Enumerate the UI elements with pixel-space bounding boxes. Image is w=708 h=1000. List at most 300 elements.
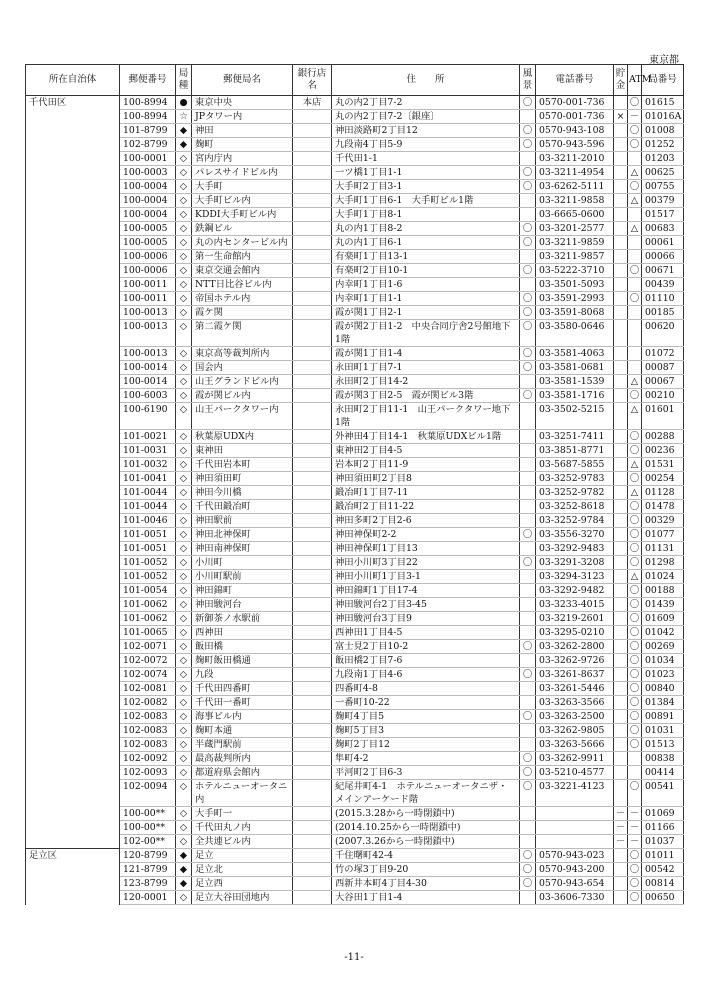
cell-office-number: 00288 <box>642 430 684 444</box>
cell-scenic-stamp <box>520 626 536 640</box>
cell-address: 西神田1丁目4-5 <box>332 626 520 640</box>
cell-atm: 〇 <box>628 292 642 306</box>
cell-office-number: 01601 <box>642 403 684 430</box>
cell-phone: 03-3233-4015 <box>536 598 614 612</box>
cell-atm: － <box>628 835 642 849</box>
cell-savings <box>614 444 628 458</box>
cell-office-number: 01439 <box>642 598 684 612</box>
table-row <box>26 542 684 556</box>
cell-municipality <box>26 110 120 124</box>
cell-phone: 03-3219-2601 <box>536 612 614 626</box>
cell-municipality <box>26 194 120 208</box>
cell-atm <box>628 347 642 361</box>
cell-postal-code: 100-00** <box>120 821 176 835</box>
cell-phone: 0570-943-200 <box>536 863 614 877</box>
table-row <box>26 361 684 375</box>
cell-office-type: ◇ <box>176 486 192 500</box>
cell-scenic-stamp <box>520 194 536 208</box>
cell-office-type: ◇ <box>176 584 192 598</box>
cell-atm <box>628 320 642 347</box>
cell-scenic-stamp: 〇 <box>520 361 536 375</box>
cell-scenic-stamp <box>520 738 536 752</box>
cell-municipality <box>26 807 120 821</box>
cell-municipality <box>26 766 120 780</box>
cell-office-name: 霞ケ関 <box>192 306 293 320</box>
cell-atm: 〇 <box>628 500 642 514</box>
cell-phone: 03-3211-9857 <box>536 250 614 264</box>
cell-bank-branch <box>293 766 332 780</box>
cell-savings <box>614 640 628 654</box>
cell-savings <box>614 194 628 208</box>
cell-address: 紀尾井町4-1 ホテルニューオータニザ・メインアーケード階 <box>332 780 520 807</box>
cell-savings <box>614 682 628 696</box>
header-phone: 電話番号 <box>536 65 614 96</box>
cell-phone: 03-3251-7411 <box>536 430 614 444</box>
cell-office-name: 足立西 <box>192 877 293 891</box>
cell-municipality <box>26 180 120 194</box>
cell-municipality <box>26 320 120 347</box>
cell-bank-branch: 本店 <box>293 96 332 110</box>
cell-municipality <box>26 444 120 458</box>
cell-bank-branch <box>293 124 332 138</box>
cell-bank-branch <box>293 542 332 556</box>
cell-phone <box>536 807 614 821</box>
prefecture-label: 東京都 <box>649 55 679 66</box>
cell-phone: 03-3211-2010 <box>536 152 614 166</box>
cell-office-type: ◇ <box>176 403 192 430</box>
cell-bank-branch <box>293 180 332 194</box>
cell-office-number: 00671 <box>642 264 684 278</box>
cell-savings <box>614 696 628 710</box>
cell-office-type: ◇ <box>176 654 192 668</box>
cell-municipality <box>26 138 120 152</box>
cell-phone: 03-6262-5111 <box>536 180 614 194</box>
cell-address: 神田淡路町2丁目12 <box>332 124 520 138</box>
table-row <box>26 124 684 138</box>
cell-municipality <box>26 222 120 236</box>
cell-phone: 03-3501-5093 <box>536 278 614 292</box>
cell-bank-branch <box>293 472 332 486</box>
cell-office-type: ◇ <box>176 528 192 542</box>
cell-phone: 03-3261-8637 <box>536 668 614 682</box>
cell-postal-code: 101-0065 <box>120 626 176 640</box>
cell-address: 神田小川町1丁目3-1 <box>332 570 520 584</box>
cell-postal-code: 101-0046 <box>120 514 176 528</box>
cell-municipality <box>26 710 120 724</box>
cell-scenic-stamp: 〇 <box>520 556 536 570</box>
cell-office-name: 第二霞ケ関 <box>192 320 293 347</box>
cell-scenic-stamp: 〇 <box>520 863 536 877</box>
cell-office-type: ◇ <box>176 152 192 166</box>
cell-municipality <box>26 612 120 626</box>
post-office-table <box>25 64 684 905</box>
cell-atm: 〇 <box>628 124 642 138</box>
cell-office-name: 神田錦町 <box>192 584 293 598</box>
header-office-no: 局番号 <box>642 65 684 96</box>
table-row <box>26 835 684 849</box>
header-bank: 銀行店名 <box>293 65 332 96</box>
cell-address: 千代田1-1 <box>332 152 520 166</box>
table-row <box>26 682 684 696</box>
cell-scenic-stamp <box>520 570 536 584</box>
cell-savings <box>614 626 628 640</box>
cell-office-number: 01615 <box>642 96 684 110</box>
cell-postal-code: 100-0005 <box>120 222 176 236</box>
cell-savings <box>614 180 628 194</box>
cell-phone: 03-3263-2500 <box>536 710 614 724</box>
cell-office-number: 01034 <box>642 654 684 668</box>
table-row <box>26 389 684 403</box>
cell-office-name: 飯田橋 <box>192 640 293 654</box>
cell-atm <box>628 766 642 780</box>
cell-scenic-stamp <box>520 375 536 389</box>
cell-address: 大手町1丁目8-1 <box>332 208 520 222</box>
cell-bank-branch <box>293 320 332 347</box>
cell-office-number: 01513 <box>642 738 684 752</box>
cell-atm <box>628 208 642 222</box>
cell-savings <box>614 877 628 891</box>
cell-bank-branch <box>293 570 332 584</box>
cell-office-type: ◇ <box>176 668 192 682</box>
cell-phone: 03-3261-5446 <box>536 682 614 696</box>
cell-municipality <box>26 752 120 766</box>
cell-office-number: 01131 <box>642 542 684 556</box>
cell-address: 霞が関3丁目2-5 霞が関ビル3階 <box>332 389 520 403</box>
cell-office-type: ◇ <box>176 821 192 835</box>
cell-office-type: ◇ <box>176 542 192 556</box>
cell-postal-code: 121-8799 <box>120 863 176 877</box>
cell-savings <box>614 584 628 598</box>
cell-savings <box>614 320 628 347</box>
cell-office-type: ◇ <box>176 347 192 361</box>
cell-atm <box>628 752 642 766</box>
cell-savings <box>614 138 628 152</box>
cell-address: 丸の内1丁目8-2 <box>332 222 520 236</box>
table-row <box>26 877 684 891</box>
cell-office-type: ◇ <box>176 612 192 626</box>
cell-municipality <box>26 877 120 891</box>
cell-municipality <box>26 208 120 222</box>
cell-scenic-stamp: 〇 <box>520 849 536 863</box>
cell-office-name: 神田駅前 <box>192 514 293 528</box>
table-row <box>26 472 684 486</box>
cell-office-type: ◇ <box>176 306 192 320</box>
table-row <box>26 752 684 766</box>
cell-savings <box>614 780 628 807</box>
cell-savings <box>614 222 628 236</box>
cell-office-number: 00814 <box>642 877 684 891</box>
table-row <box>26 626 684 640</box>
table-row <box>26 514 684 528</box>
cell-bank-branch <box>293 668 332 682</box>
cell-bank-branch <box>293 458 332 472</box>
cell-bank-branch <box>293 306 332 320</box>
table-header-row <box>26 65 684 96</box>
cell-bank-branch <box>293 584 332 598</box>
cell-atm: 〇 <box>628 668 642 682</box>
cell-phone: 03-3211-9858 <box>536 194 614 208</box>
cell-municipality <box>26 528 120 542</box>
cell-savings <box>614 403 628 430</box>
cell-bank-branch <box>293 375 332 389</box>
cell-municipality <box>26 584 120 598</box>
cell-municipality <box>26 264 120 278</box>
cell-postal-code: 102-0081 <box>120 682 176 696</box>
cell-phone: 03-3252-8618 <box>536 500 614 514</box>
cell-bank-branch <box>293 738 332 752</box>
cell-savings <box>614 166 628 180</box>
cell-phone: 0570-943-023 <box>536 849 614 863</box>
cell-office-number: 01384 <box>642 696 684 710</box>
cell-municipality <box>26 278 120 292</box>
table-row <box>26 584 684 598</box>
cell-office-type: ◇ <box>176 194 192 208</box>
cell-scenic-stamp <box>520 891 536 905</box>
cell-office-name: 麹町 <box>192 138 293 152</box>
cell-bank-branch <box>293 612 332 626</box>
cell-bank-branch <box>293 486 332 500</box>
cell-office-type: ◇ <box>176 236 192 250</box>
cell-atm: 〇 <box>628 654 642 668</box>
cell-phone: 03-3292-9483 <box>536 542 614 556</box>
table-row <box>26 403 684 430</box>
cell-postal-code: 100-0006 <box>120 250 176 264</box>
cell-office-name: 千代田鍛冶町 <box>192 500 293 514</box>
cell-municipality <box>26 570 120 584</box>
cell-municipality <box>26 640 120 654</box>
cell-municipality <box>26 542 120 556</box>
cell-office-type: ◇ <box>176 626 192 640</box>
cell-office-type: ◇ <box>176 180 192 194</box>
cell-office-type: ◇ <box>176 389 192 403</box>
cell-postal-code: 101-0052 <box>120 556 176 570</box>
cell-bank-branch <box>293 500 332 514</box>
cell-scenic-stamp <box>520 682 536 696</box>
cell-scenic-stamp: 〇 <box>520 528 536 542</box>
table-row <box>26 612 684 626</box>
cell-savings <box>614 375 628 389</box>
cell-office-number: 01024 <box>642 570 684 584</box>
cell-postal-code: 100-0005 <box>120 236 176 250</box>
cell-office-number: 00236 <box>642 444 684 458</box>
cell-savings <box>614 724 628 738</box>
cell-phone: 03-5210-4577 <box>536 766 614 780</box>
cell-office-number: 01531 <box>642 458 684 472</box>
cell-office-name: 神田北神保町 <box>192 528 293 542</box>
cell-office-type: ◇ <box>176 361 192 375</box>
cell-office-type: ◇ <box>176 710 192 724</box>
cell-postal-code: 101-0044 <box>120 486 176 500</box>
cell-office-number: 00061 <box>642 236 684 250</box>
cell-savings: × <box>614 110 628 124</box>
cell-phone: 0570-001-736 <box>536 96 614 110</box>
cell-postal-code: 100-0006 <box>120 264 176 278</box>
cell-atm: △ <box>628 458 642 472</box>
cell-savings <box>614 124 628 138</box>
cell-municipality <box>26 236 120 250</box>
cell-address: 神田駿河台2丁目3-45 <box>332 598 520 612</box>
cell-office-name: 小川町 <box>192 556 293 570</box>
cell-atm: 〇 <box>628 891 642 905</box>
cell-postal-code: 101-0062 <box>120 612 176 626</box>
cell-savings <box>614 389 628 403</box>
cell-office-name: 東京中央 <box>192 96 293 110</box>
cell-postal-code: 100-00** <box>120 807 176 821</box>
table-row <box>26 891 684 905</box>
cell-savings <box>614 430 628 444</box>
table-row <box>26 738 684 752</box>
cell-savings <box>614 472 628 486</box>
cell-bank-branch <box>293 710 332 724</box>
cell-office-type: ◇ <box>176 222 192 236</box>
cell-office-number: 01008 <box>642 124 684 138</box>
cell-savings <box>614 208 628 222</box>
cell-phone: 03-6665-0600 <box>536 208 614 222</box>
cell-office-type: ◇ <box>176 375 192 389</box>
cell-phone: 03-3211-4954 <box>536 166 614 180</box>
cell-office-type: ◇ <box>176 570 192 584</box>
cell-office-name: 都道府県会館内 <box>192 766 293 780</box>
cell-office-number: 01016A <box>642 110 684 124</box>
cell-office-number: 01298 <box>642 556 684 570</box>
cell-office-name: 麹町本通 <box>192 724 293 738</box>
cell-address: 竹の塚3丁目9-20 <box>332 863 520 877</box>
cell-savings: － <box>614 807 628 821</box>
cell-phone: 03-3221-4123 <box>536 780 614 807</box>
cell-savings <box>614 556 628 570</box>
cell-office-name: 山王グランドビル内 <box>192 375 293 389</box>
cell-address: 丸の内2丁目7-2〔銀座〕 <box>332 110 520 124</box>
cell-municipality <box>26 403 120 430</box>
cell-atm: 〇 <box>628 724 642 738</box>
cell-phone: 03-3262-9911 <box>536 752 614 766</box>
cell-office-number: 00379 <box>642 194 684 208</box>
cell-office-number: 00683 <box>642 222 684 236</box>
cell-municipality <box>26 361 120 375</box>
cell-office-name: JPタワー内 <box>192 110 293 124</box>
cell-address: 九段南1丁目4-6 <box>332 668 520 682</box>
cell-office-number: 00755 <box>642 180 684 194</box>
cell-atm: 〇 <box>628 138 642 152</box>
cell-office-name: 第一生命館内 <box>192 250 293 264</box>
cell-municipality <box>26 821 120 835</box>
cell-scenic-stamp: 〇 <box>520 166 536 180</box>
cell-bank-branch <box>293 389 332 403</box>
cell-address: 岩本町2丁目11-9 <box>332 458 520 472</box>
cell-office-number: 01609 <box>642 612 684 626</box>
cell-atm: 〇 <box>628 542 642 556</box>
cell-savings <box>614 96 628 110</box>
cell-phone: 0570-001-736 <box>536 110 614 124</box>
cell-address: 有楽町1丁目13-1 <box>332 250 520 264</box>
table-row <box>26 250 684 264</box>
cell-atm: △ <box>628 375 642 389</box>
cell-office-number: 00891 <box>642 710 684 724</box>
cell-atm: 〇 <box>628 180 642 194</box>
cell-phone: 03-3502-5215 <box>536 403 614 430</box>
table-row <box>26 264 684 278</box>
cell-postal-code: 102-0083 <box>120 710 176 724</box>
cell-phone: 0570-943-596 <box>536 138 614 152</box>
cell-postal-code: 101-8799 <box>120 124 176 138</box>
table-row <box>26 458 684 472</box>
cell-address: 神田神保町2-2 <box>332 528 520 542</box>
cell-atm <box>628 361 642 375</box>
cell-address: 九段南4丁目5-9 <box>332 138 520 152</box>
cell-bank-branch <box>293 654 332 668</box>
cell-office-type: ◆ <box>176 849 192 863</box>
cell-office-name: 新御茶ノ水駅前 <box>192 612 293 626</box>
cell-address: 麹町4丁目5 <box>332 710 520 724</box>
cell-office-type: ◇ <box>176 514 192 528</box>
cell-scenic-stamp <box>520 152 536 166</box>
cell-office-type: ◇ <box>176 472 192 486</box>
cell-municipality <box>26 891 120 905</box>
cell-postal-code: 101-0052 <box>120 570 176 584</box>
cell-municipality <box>26 738 120 752</box>
cell-office-type: ◇ <box>176 682 192 696</box>
cell-scenic-stamp <box>520 208 536 222</box>
cell-postal-code: 102-00** <box>120 835 176 849</box>
cell-savings: － <box>614 835 628 849</box>
cell-scenic-stamp: 〇 <box>520 640 536 654</box>
cell-bank-branch <box>293 361 332 375</box>
cell-office-type: ◇ <box>176 278 192 292</box>
cell-bank-branch <box>293 752 332 766</box>
cell-scenic-stamp <box>520 542 536 556</box>
cell-atm: 〇 <box>628 612 642 626</box>
cell-atm: 〇 <box>628 444 642 458</box>
cell-municipality <box>26 486 120 500</box>
cell-office-type: ◇ <box>176 458 192 472</box>
cell-office-name: 丸の内センタービル内 <box>192 236 293 250</box>
cell-address: 霞が関2丁目1-2 中央合同庁舎2号館地下1階 <box>332 320 520 347</box>
cell-postal-code: 102-0083 <box>120 738 176 752</box>
cell-office-number: 00541 <box>642 780 684 807</box>
cell-office-name: 霞が関ビル内 <box>192 389 293 403</box>
table-row <box>26 110 684 124</box>
cell-postal-code: 102-0083 <box>120 724 176 738</box>
table-row <box>26 500 684 514</box>
cell-office-number: 01072 <box>642 347 684 361</box>
cell-scenic-stamp <box>520 472 536 486</box>
cell-phone: 03-3591-2993 <box>536 292 614 306</box>
header-office-name: 郵便局名 <box>192 65 293 96</box>
cell-bank-branch <box>293 863 332 877</box>
cell-bank-branch <box>293 556 332 570</box>
cell-atm: 〇 <box>628 877 642 891</box>
cell-atm: 〇 <box>628 472 642 486</box>
cell-phone <box>536 835 614 849</box>
cell-address: 東神田2丁目4-5 <box>332 444 520 458</box>
cell-savings <box>614 250 628 264</box>
cell-office-name: 国会内 <box>192 361 293 375</box>
table-row <box>26 347 684 361</box>
table-row <box>26 486 684 500</box>
table-row <box>26 849 684 863</box>
cell-postal-code: 102-0094 <box>120 780 176 807</box>
cell-postal-code: 120-8799 <box>120 849 176 863</box>
cell-office-name: 全共連ビル内 <box>192 835 293 849</box>
cell-municipality <box>26 682 120 696</box>
cell-bank-branch <box>293 264 332 278</box>
cell-address: 西新井本町4丁目4-30 <box>332 877 520 891</box>
cell-savings <box>614 612 628 626</box>
cell-office-name: 神田須田町 <box>192 472 293 486</box>
cell-scenic-stamp <box>520 821 536 835</box>
cell-bank-branch <box>293 528 332 542</box>
cell-office-name: 大手町 <box>192 180 293 194</box>
